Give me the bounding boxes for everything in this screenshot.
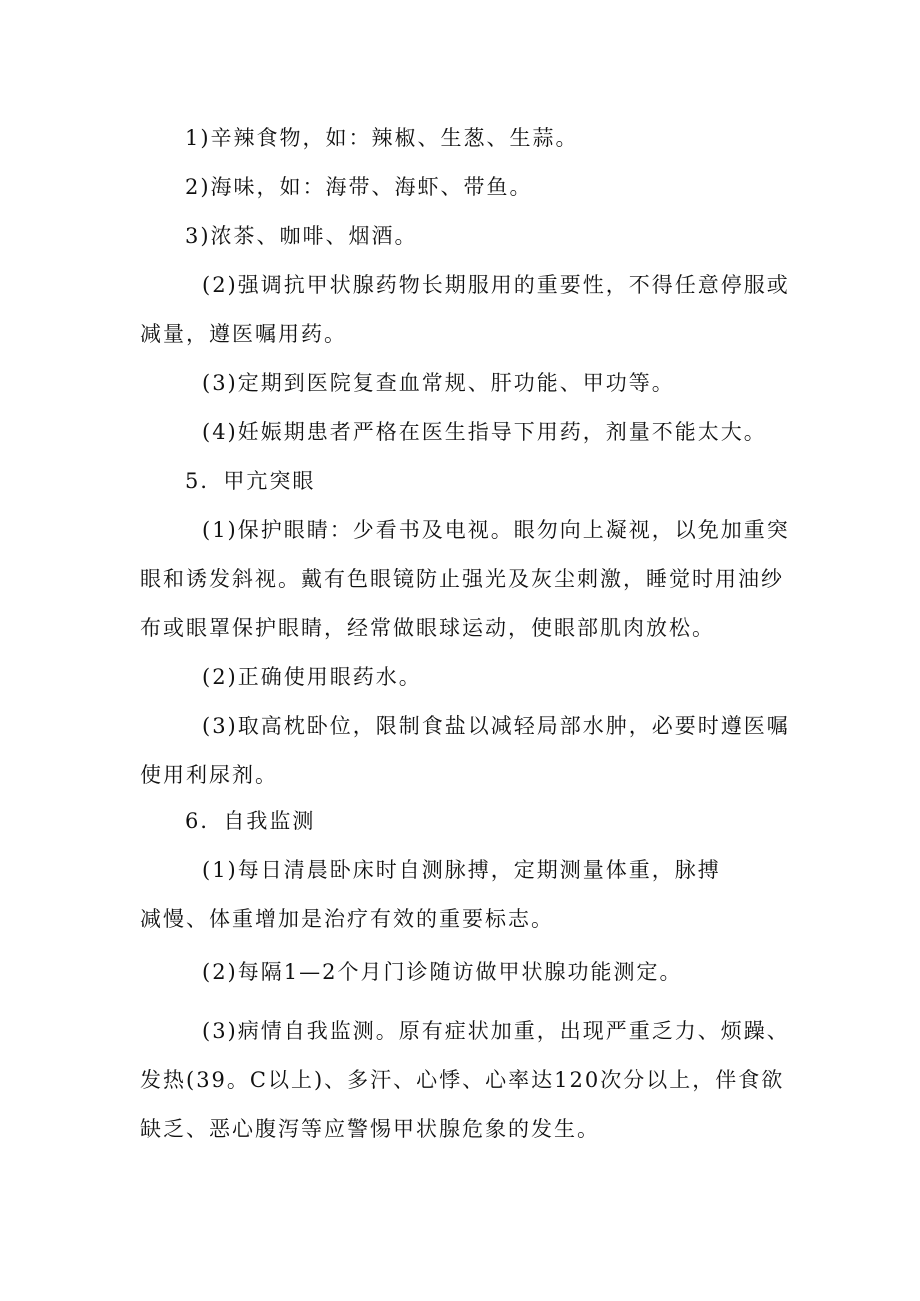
- text-line: (3)取高枕卧位，限制食盐以减轻局部水肿，必要时遵医嘱: [202, 714, 790, 738]
- section-heading: 5．甲亢突眼: [185, 469, 316, 493]
- text-line: 眼和诱发斜视。戴有色眼镜防止强光及灰尘刺激，睡觉时用油纱: [140, 567, 784, 591]
- text-line: 缺乏、恶心腹泻等应警惕甲状腺危象的发生。: [140, 1117, 600, 1141]
- text-line: 使用利尿剂。: [140, 763, 278, 787]
- text-line: (4)妊娠期患者严格在医生指导下用药，剂量不能太大。: [202, 420, 767, 444]
- text-line: (2)正确使用眼药水。: [202, 665, 422, 689]
- text-line: (3)定期到医院复查血常规、肝功能、甲功等。: [202, 371, 675, 395]
- text-line: 发热(39。C以上)、多汗、心悸、心率达120次分以上，伴食欲: [140, 1068, 785, 1092]
- text-line: (2)每隔1—2个月门诊随访做甲状腺功能测定。: [202, 960, 683, 984]
- text-line: 减量，遵医嘱用药。: [140, 322, 347, 346]
- text-line: 减慢、体重增加是治疗有效的重要标志。: [140, 907, 554, 931]
- text-line: 1)辛辣食物，如：辣椒、生葱、生蒜。: [185, 126, 579, 150]
- text-line: (3)病情自我监测。原有症状加重，出现严重乏力、烦躁、: [202, 1019, 790, 1043]
- text-line: (1)每日清晨卧床时自测脉搏，定期测量体重，脉搏: [202, 858, 721, 882]
- section-heading: 6．自我监测: [185, 809, 316, 833]
- text-line: 3)浓茶、咖啡、烟酒。: [185, 224, 418, 248]
- text-line: (1)保护眼睛：少看书及电视。眼勿向上凝视，以免加重突: [202, 518, 790, 542]
- text-line: 布或眼罩保护眼睛，经常做眼球运动，使眼部肌肉放松。: [140, 616, 715, 640]
- text-line: (2)强调抗甲状腺药物长期服用的重要性，不得任意停服或: [202, 273, 790, 297]
- text-line: 2)海味，如：海带、海虾、带鱼。: [185, 175, 533, 199]
